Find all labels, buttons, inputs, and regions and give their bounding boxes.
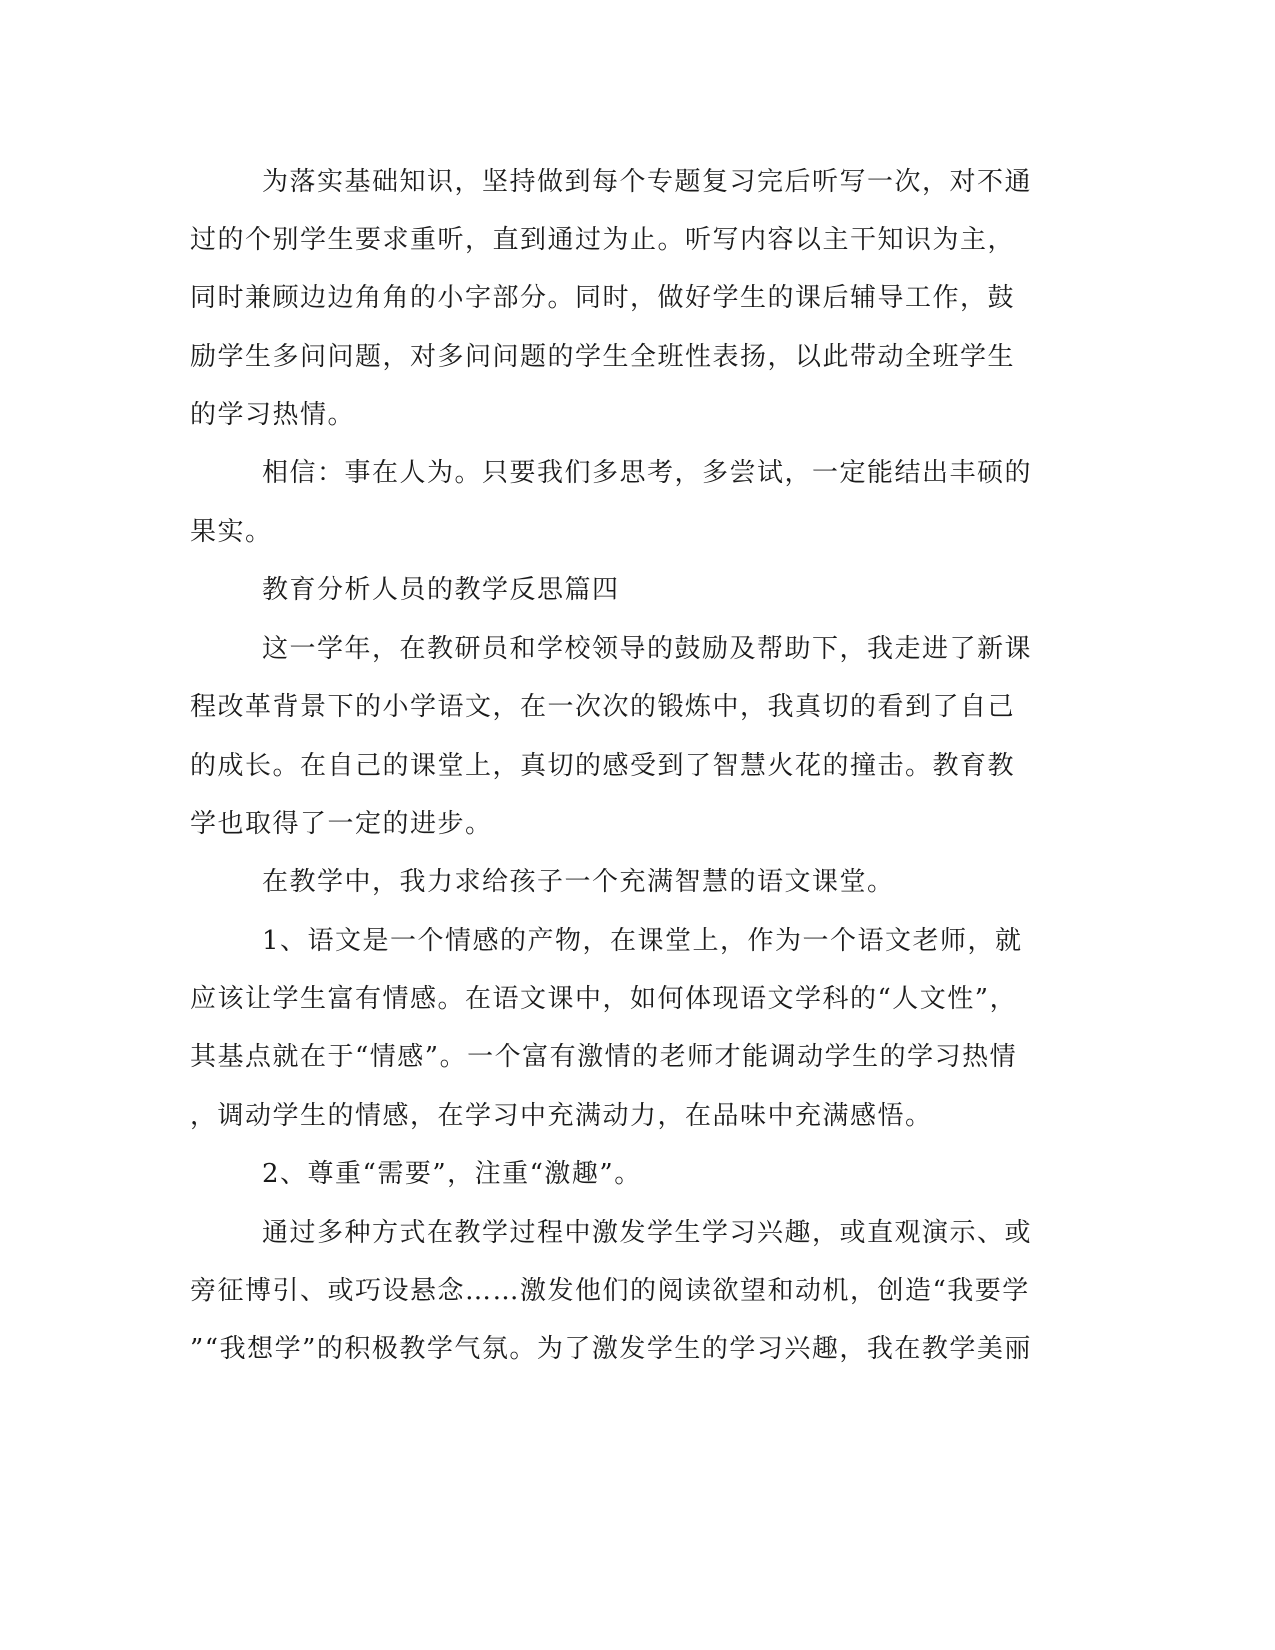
paragraph-line: 学也取得了一定的进步。 bbox=[190, 809, 493, 839]
section-heading: 教育分析人员的教学反思篇四 bbox=[262, 575, 620, 605]
paragraph-line: 应该让学生富有情感。在语文课中，如何体现语文学科的“人文性”， bbox=[190, 984, 1018, 1014]
paragraph-line: 同时兼顾边边角角的小字部分。同时，做好学生的课后辅导工作，鼓 bbox=[190, 283, 1016, 313]
paragraph-line: 的成长。在自己的课堂上，真切的感受到了智慧火花的撞击。教育教 bbox=[190, 751, 1016, 781]
paragraph-line: 1、语文是一个情感的产物，在课堂上，作为一个语文老师，就 bbox=[262, 926, 1023, 956]
paragraph-line: 2、尊重“需要”，注重“激趣”。 bbox=[262, 1159, 642, 1189]
paragraph-line: 程改革背景下的小学语文，在一次次的锻炼中，我真切的看到了自己 bbox=[190, 692, 1016, 722]
paragraph-line: 通过多种方式在教学过程中激发学生学习兴趣，或直观演示、或 bbox=[262, 1218, 1033, 1248]
paragraph-line: 相信：事在人为。只要我们多思考，多尝试，一定能结出丰硕的 bbox=[262, 458, 1033, 488]
paragraph-line: 为落实基础知识，坚持做到每个专题复习完后听写一次，对不通 bbox=[262, 167, 1033, 197]
paragraph-line: 旁征博引、或巧设悬念……激发他们的阅读欲望和动机，创造“我要学 bbox=[190, 1276, 1030, 1306]
paragraph-line: ，调动学生的情感，在学习中充满动力，在品味中充满感悟。 bbox=[190, 1101, 933, 1131]
paragraph-line: 过的个别学生要求重听，直到通过为止。听写内容以主干知识为主， bbox=[190, 225, 1016, 255]
paragraph-line: 在教学中，我力求给孩子一个充满智慧的语文课堂。 bbox=[262, 867, 895, 897]
paragraph-line: 其基点就在于“情感”。一个富有激情的老师才能调动学生的学习热情 bbox=[190, 1042, 1018, 1072]
paragraph-line: 励学生多问问题，对多问问题的学生全班性表扬，以此带动全班学生 bbox=[190, 342, 1016, 372]
paragraph-line: ”“我想学”的积极教学气氛。为了激发学生的学习兴趣，我在教学美丽 bbox=[190, 1334, 1032, 1364]
paragraph-line: 这一学年，在教研员和学校领导的鼓励及帮助下，我走进了新课 bbox=[262, 634, 1033, 664]
paragraph-line: 的学习热情。 bbox=[190, 400, 356, 430]
paragraph-line: 果实。 bbox=[190, 517, 273, 547]
